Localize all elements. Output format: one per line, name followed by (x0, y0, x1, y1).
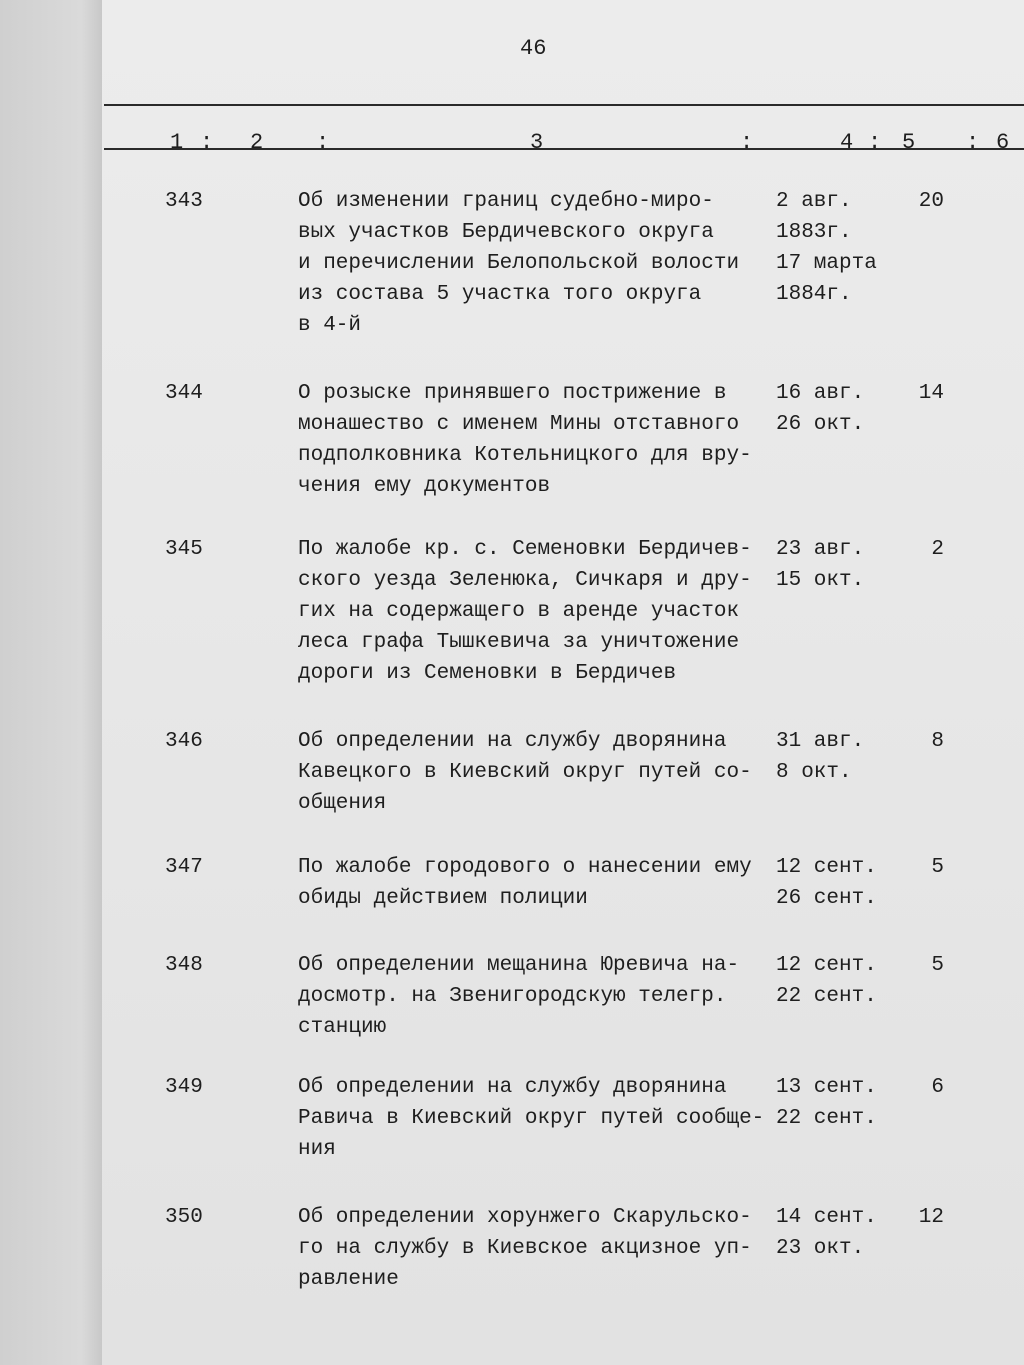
entry-description: Об изменении границ судебно-миро- вых участков Бердичевского округа и перечислении Белопольской волости из состава 5 участка того округа в 4-й (298, 190, 740, 337)
entry-sheet-count: 20 (918, 190, 944, 213)
page-number: 46 (520, 36, 547, 61)
entry-sheet-count: 12 (918, 1206, 944, 1229)
entry-description: О розыске принявшего пострижение в монашество с именем Мины отставного подполковника Котельницкого для вру- чения ему документов (298, 382, 752, 498)
entry-number: 348 (165, 954, 203, 977)
entry-dates: 2 авг. 1883г. 17 марта 1884г. (776, 190, 877, 306)
entry-sheet-count: 5 (931, 954, 944, 977)
col-2-header: 2 (250, 130, 264, 155)
entry-number: 344 (165, 382, 203, 405)
adjacent-page-edge (0, 0, 102, 1365)
entry-dates: 23 авг. 15 окт. (776, 538, 865, 592)
col-sep: : (316, 130, 330, 155)
entry-number: 343 (165, 190, 203, 213)
entry-dates: 12 сент. 22 сент. (776, 954, 877, 1008)
entry-sheet-count: 2 (931, 538, 944, 561)
entry-dates: 16 авг. 26 окт. (776, 382, 865, 436)
col-6-header: 6 (996, 130, 1010, 155)
header-bottom-rule (104, 148, 1024, 150)
entry-description: По жалобе городового о нанесении ему обиды действием полиции (298, 856, 752, 910)
entry-number: 350 (165, 1206, 203, 1229)
col-sep: : (200, 130, 214, 155)
entry-dates: 31 авг. 8 окт. (776, 730, 865, 784)
entry-sheet-count: 5 (931, 856, 944, 879)
col-1-header: 1 (170, 130, 184, 155)
entry-number: 347 (165, 856, 203, 879)
col-sep: : (868, 130, 882, 155)
entry-number: 345 (165, 538, 203, 561)
col-4-header: 4 (840, 130, 854, 155)
entry-dates: 14 сент. 23 окт. (776, 1206, 877, 1260)
entry-description: Об определении хорунжего Скарульско- го на службу в Киевское акцизное уп- равление (298, 1206, 752, 1291)
entry-dates: 13 сент. 22 сент. (776, 1076, 877, 1130)
entry-sheet-count: 6 (931, 1076, 944, 1099)
col-sep: : (966, 130, 980, 155)
entry-dates: 12 сент. 26 сент. (776, 856, 877, 910)
entry-description: Об определении на службу дворянина Кавецкого в Киевский округ путей со- общения (298, 730, 752, 815)
entry-number: 346 (165, 730, 203, 753)
entry-number: 349 (165, 1076, 203, 1099)
col-3-header: 3 (530, 130, 544, 155)
col-5-header: 5 (902, 130, 916, 155)
col-sep: : (740, 130, 754, 155)
entry-description: Об определении на службу дворянина Равича в Киевский округ путей сообще- ния (298, 1076, 765, 1161)
entry-sheet-count: 14 (918, 382, 944, 405)
entry-description: По жалобе кр. с. Семеновки Бердичев- ского уезда Зеленюка, Сичкаря и дру- гих на содержащего в аренде участок леса графа Тышкевича за уничтожение дороги из Семеновки в Бердичев (298, 538, 752, 685)
entry-sheet-count: 8 (931, 730, 944, 753)
header-top-rule (104, 104, 1024, 106)
entry-description: Об определении мещанина Юревича на- досмотр. на Звенигородскую телегр. станцию (298, 954, 740, 1039)
